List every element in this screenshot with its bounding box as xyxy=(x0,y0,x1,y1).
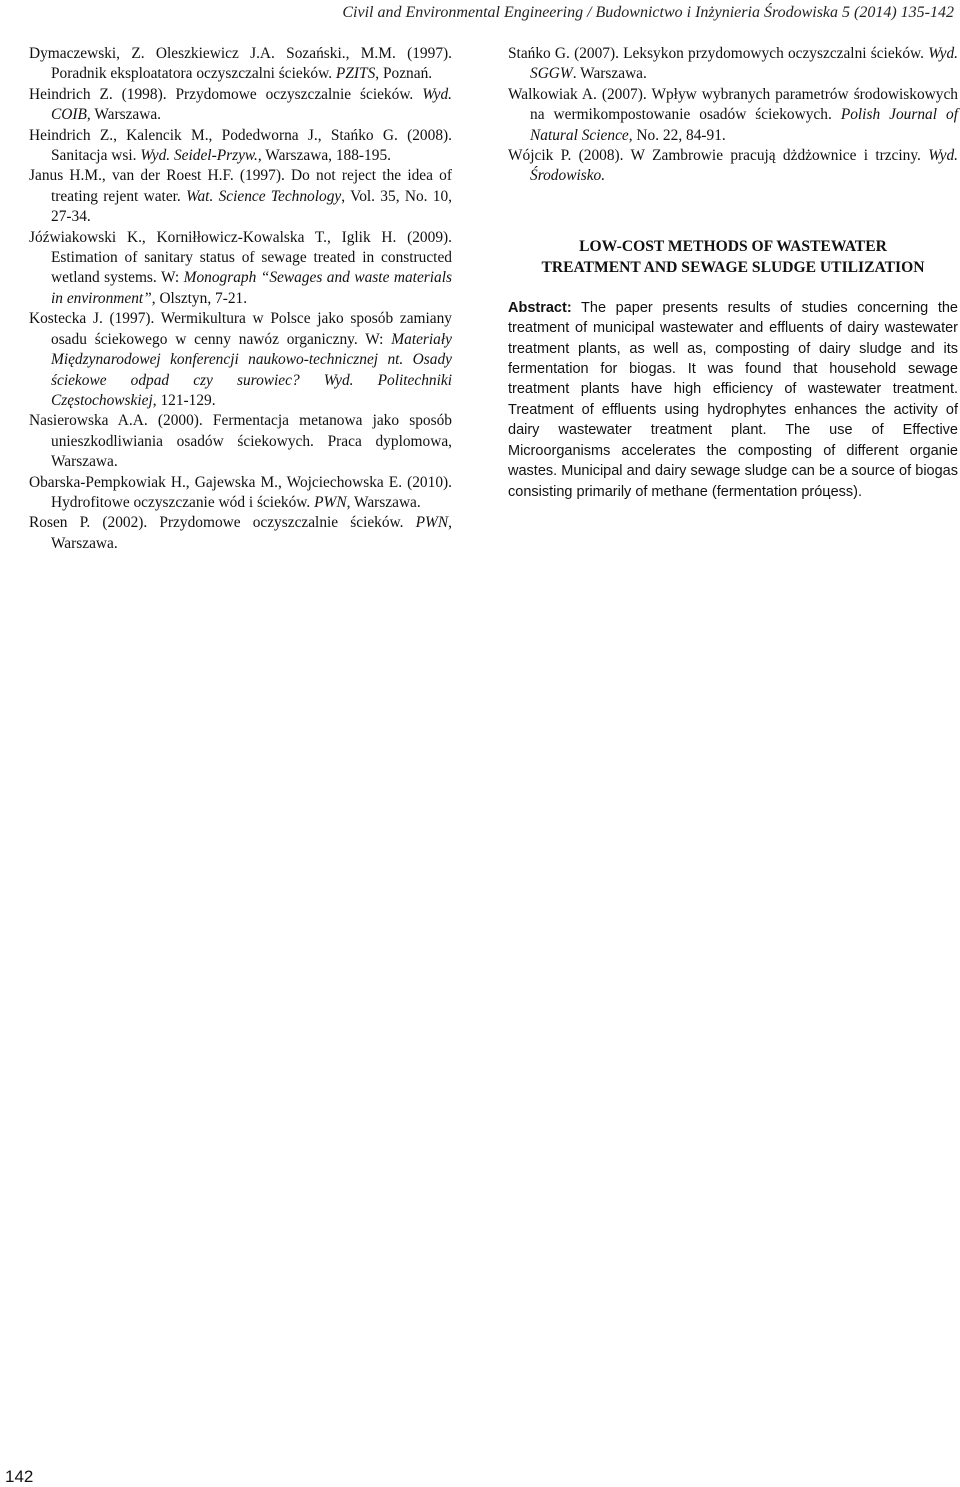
article-title-line: TREATMENT AND SEWAGE SLUDGE UTILIZATION xyxy=(541,258,925,276)
article-title-line: LOW-COST METHODS OF WASTEWATER xyxy=(579,237,887,255)
reference-item: Obarska-Pempkowiak H., Gajewska M., Wojciechowska E. (2010). Hydrofitowe oczyszczanie wód i ścieków. PWN, Warszawa. xyxy=(29,473,452,511)
reference-item: Heindrich Z. (1998). Przydomowe oczyszczalnie ścieków. Wyd. COIB, Warszawa. xyxy=(29,85,452,124)
reference-item: Heindrich Z., Kalencik M., Podedworna J., Stańko G. (2008). Sanitacja wsi. Wyd. Seidel-Przyw., Warszawa, 188-195. xyxy=(29,126,452,165)
reference-item: Dymaczewski, Z. Oleszkiewicz J.A. Sozański., M.M. (1997). Poradnik eksploatatora oczyszczalni ścieków. PZITS, Poznań. xyxy=(29,45,452,83)
running-header: Civil and Environmental Engineering / Budownictwo i Inżynieria Środowiska 5 (2014) 135-142 xyxy=(342,4,954,21)
references-left-column xyxy=(29,44,452,554)
reference-item: Janus H.M., van der Roest H.F. (1997). Do not reject the idea of treating rejent water. Wat. Science Technology, Vol. 35, No. 10, 27-34. xyxy=(29,167,452,226)
abstract-text: The paper presents results of studies concerning the treatment of municipal wastewater and effluents of dairy wastewater treatment plants, as well as, composting of dairy sludge and its fermentation for biogas. It was found that household sewage treatment plants have high efficiency of wastewater treatment. Treatment of effluents using hydrophytes enhances the activity of dairy wastewater treatment plant. The use of Effective Microorganisms accelerates the composting of different organie wastes. Municipal and dairy sewage sludge can be a source of biogas consisting primarily of methane (fermentation próцess). xyxy=(508,299,958,500)
reference-item: Walkowiak A. (2007). Wpływ wybranych parametrów środowiskowych na wermikompostowanie osadów ściekowych. Polish Journal of Natural Science, No. 22, 84-91. xyxy=(508,85,958,144)
abstract-label: Abstract: xyxy=(508,299,572,316)
reference-item: Rosen P. (2002). Przydomowe oczyszczalnie ścieków. PWN, Warszawa. xyxy=(29,514,452,552)
right-column xyxy=(508,44,958,516)
abstract xyxy=(508,298,958,502)
page-number: 142 xyxy=(5,1467,34,1486)
reference-item: Wójcik P. (2008). W Zambrowie pracują dżdżownice i trzciny. Wyd. Środowisko. xyxy=(508,147,958,185)
reference-item: Nasierowska A.A. (2000). Fermentacja metanowa jako sposób unieszkodliwiania osadów ściekowych. Praca dyplomowa, Warszawa. xyxy=(29,412,452,471)
reference-item: Kostecka J. (1997). Wermikultura w Polsce jako sposób zamiany osadu ściekowego w cenny nawóz organiczny. W: Materiały Międzynarodowej konferencji naukowo-technicznej nt. Osady ściekowe odpad czy surowiec? Wyd. Politechniki Częstochowskiej, 121-129. xyxy=(29,310,452,409)
article-title xyxy=(508,236,958,278)
reference-item: Jóźwiakowski K., Korniłłowicz-Kowalska T., Iglik H. (2009). Estimation of sanitary status of sewage treated in constructed wetland systems. W: Monograph “Sewages and waste materials in environment”, Olsztyn, 7-21. xyxy=(29,228,452,307)
reference-item: Stańko G. (2007). Leksykon przydomowych oczyszczalni ścieków. Wyd. SGGW. Warszawa. xyxy=(508,45,958,83)
